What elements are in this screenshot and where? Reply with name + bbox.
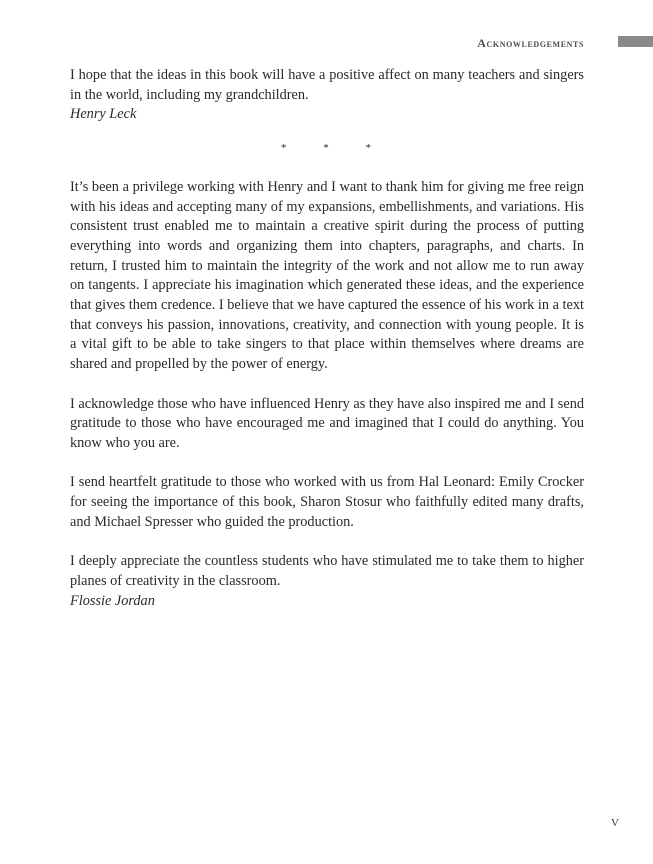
paragraph-hal-leonard: I send heartfelt gratitude to those who worked with us from Hal Leonard: Emily Crocker for seeing the importance of this book, Sharon Stosur who faithfully edited many drafts, and Michael Spresser who guided the production. (70, 474, 584, 530)
paragraph-privilege: It’s been a privilege working with Henry and I want to thank him for giving me free reign with his ideas and accepting many of my expansions, embellishments, and variations. His consistent trust enabled me to maintain a creative spirit during the process of putting everything into words and organizing them into chapters, paragraphs, and charts. In return, I trusted him to maintain the integrity of the work and not allow me to run away on tangents. I appreciate his imagination which generated these ideas, and the experience that gives them credence. I believe that we have captured the essence of his work in a text that conveys his passion, innovations, creativity, and connection with young people. It is a vital gift to be able to take singers to that place within themselves where dreams are shared and propelled by the power of energy. (70, 178, 584, 373)
signature-flossie-jordan: Flossie Jordan (70, 592, 155, 609)
page-number: v (611, 814, 619, 830)
section-separator: * * * (281, 142, 373, 155)
paragraph-acknowledge: I acknowledge those who have influenced Henry as they have also inspired me and I send gratitude to those who have encouraged me and imagined that I could do anything. You know who you are. (70, 395, 584, 451)
header-tab-bar (618, 36, 653, 47)
paragraph-leck: I hope that the ideas in this book will have a positive affect on many teachers and singers in the world, including my grandchildren. (70, 67, 584, 103)
running-head-title: Acknowledgements (477, 36, 584, 50)
signature-henry-leck: Henry Leck (70, 106, 137, 123)
page-body (70, 66, 584, 611)
paragraph-students: I deeply appreciate the countless students who have stimulated me to take them to higher planes of creativity in the classroom. (70, 553, 584, 589)
